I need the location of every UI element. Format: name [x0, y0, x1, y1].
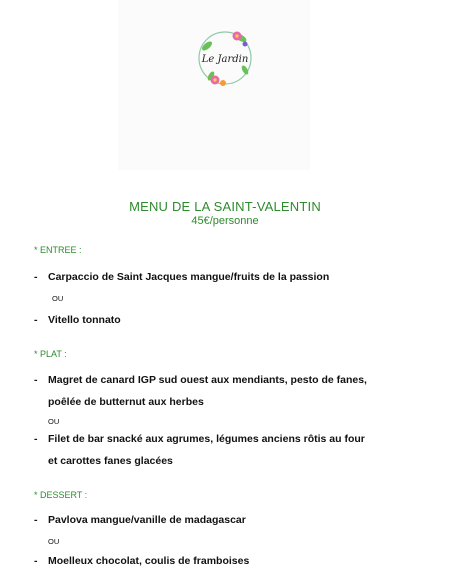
section-plat-heading: * PLAT :: [34, 349, 67, 359]
dash: -: [34, 555, 38, 567]
entree-item-1-text: Carpaccio de Saint Jacques mangue/fruits de la passion: [48, 271, 330, 283]
plat-item-1: [34, 374, 367, 386]
entree-item-2-text: Vitello tonnato: [48, 314, 121, 326]
plat-item-2-line-2: et carottes fanes glacées: [48, 455, 173, 467]
plat-item-1-line-2: poêlée de butternut aux herbes: [48, 396, 204, 408]
dessert-item-1: [34, 514, 246, 526]
menu-title: MENU DE LA SAINT-VALENTIN: [129, 199, 321, 214]
dash: -: [34, 374, 38, 386]
dessert-or: OU: [48, 537, 60, 546]
entree-item-1: [34, 271, 329, 283]
dessert-item-1-text: Pavlova mangue/vanille de madagascar: [48, 514, 246, 526]
section-entree-heading: * ENTREE :: [34, 245, 82, 255]
plat-item-2-line-1: Filet de bar snacké aux agrumes, légumes anciens rôtis au four: [48, 433, 365, 445]
dash: -: [34, 314, 38, 326]
floral-wreath-logo: [193, 26, 257, 90]
plat-or: OU: [48, 417, 60, 426]
logo-text: Le Jardin: [201, 54, 249, 65]
dessert-item-2-text: Moelleux chocolat, coulis de framboises: [48, 555, 250, 567]
dash: -: [34, 433, 38, 445]
menu-price: 45€/personne: [191, 215, 259, 227]
entree-or: OU: [52, 294, 64, 303]
section-dessert-heading: * DESSERT :: [34, 490, 88, 500]
plat-item-2: [34, 433, 365, 445]
dash: -: [34, 271, 38, 283]
dessert-item-2: [34, 555, 249, 567]
entree-item-2: [34, 314, 121, 326]
dash: -: [34, 514, 38, 526]
plat-item-1-line-1: Magret de canard IGP sud ouest aux mendiants, pesto de fanes,: [48, 374, 367, 386]
